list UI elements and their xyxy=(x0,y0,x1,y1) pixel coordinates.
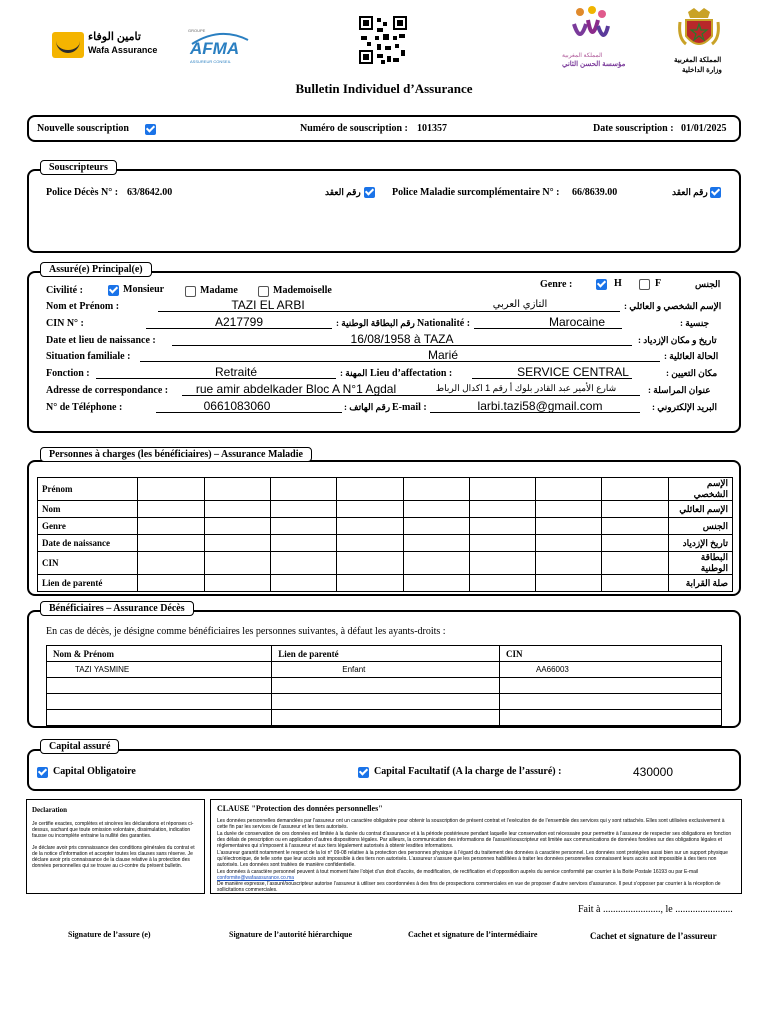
declaration-text-1: Je certifie exactes, complètes et sincères les déclarations et réponses ci-dessus, sachant que toute omission volontaire, dissimulation, indication fausse ou incomplète entraine la nullité des garanties. xyxy=(32,821,194,839)
deces-cell[interactable]: AA66003 xyxy=(499,662,721,678)
charges-table xyxy=(37,477,733,592)
numero-souscription-label: Numéro de souscription : xyxy=(300,123,408,134)
charges-cell[interactable] xyxy=(204,478,270,501)
charges-row-label-ar: الإسم العائلي xyxy=(668,501,732,518)
clause-box xyxy=(210,799,742,894)
adresse-ar-value[interactable]: شارع الأمير عبد القادر بلوك أ رقم 1 اكدال الرباط xyxy=(435,383,617,393)
police-deces-value: 63/8642.00 xyxy=(127,187,173,198)
charges-cell[interactable] xyxy=(337,478,403,501)
wafa-logo-mark xyxy=(52,32,84,58)
genre-ar-label: الجنس xyxy=(695,279,721,289)
police-maladie-label: Police Maladie surcomplémentaire N° : xyxy=(392,187,560,198)
adresse-ar-label: عنوان المراسلة : xyxy=(648,385,711,395)
charges-row-label-ar: تاريخ الإزدياد xyxy=(668,535,732,552)
ministry-ar: وزارة الداخلية xyxy=(682,67,722,74)
police-maladie-value: 66/8639.00 xyxy=(572,187,618,198)
charges-cell[interactable] xyxy=(138,535,204,552)
charges-tab: Personnes à charges (les bénéficiaires) – Assurance Maladie xyxy=(40,447,312,462)
affectation-value[interactable]: SERVICE CENTRAL xyxy=(517,365,629,379)
foundation-logo xyxy=(558,4,626,74)
charges-cell[interactable] xyxy=(469,478,535,501)
adresse-label: Adresse de correspondance : xyxy=(46,385,169,396)
capital-obligatoire-label: Capital Obligatoire xyxy=(53,766,136,777)
nationalite-ar-label: جنسية : xyxy=(680,318,710,328)
police-deces-checkbox[interactable] xyxy=(364,187,375,198)
charges-cell[interactable] xyxy=(337,518,403,535)
charges-cell[interactable] xyxy=(602,501,668,518)
naissance-value[interactable]: 16/08/1958 à TAZA xyxy=(350,332,454,346)
ministry-logo xyxy=(674,8,724,78)
charges-cell[interactable] xyxy=(204,535,270,552)
charges-row xyxy=(38,575,733,592)
deces-cell[interactable]: TAZI YASMINE xyxy=(47,662,272,678)
tel-label: N° de Téléphone : xyxy=(46,402,123,413)
charges-cell[interactable] xyxy=(536,478,602,501)
charges-cell[interactable] xyxy=(403,552,469,575)
charges-row-label: CIN xyxy=(38,552,138,575)
page-title: Bulletin Individuel d’Assurance xyxy=(295,81,473,96)
monsieur-label: Monsieur xyxy=(123,284,165,295)
cin-label: CIN N° : xyxy=(46,318,84,329)
deces-row xyxy=(47,710,722,726)
charges-cell[interactable] xyxy=(536,501,602,518)
charges-cell[interactable] xyxy=(602,552,668,575)
charges-cell[interactable] xyxy=(138,575,204,592)
clause-email[interactable]: conformite@wafaassurance.co.ma xyxy=(217,875,295,881)
charges-cell[interactable] xyxy=(602,518,668,535)
deces-cell[interactable] xyxy=(47,694,272,710)
charges-row-label-ar: صلة القرابة xyxy=(668,575,732,592)
deces-cell[interactable] xyxy=(272,694,500,710)
tel-value[interactable]: 0661083060 xyxy=(203,399,271,413)
mademoiselle-checkbox[interactable] xyxy=(258,286,269,297)
numero-souscription-value: 101357 xyxy=(417,123,447,134)
fonction-ar-label: المهنة : xyxy=(340,368,368,378)
charges-cell[interactable] xyxy=(536,575,602,592)
clause-p2: La durée de conservation de ces données est limitée à la durée du contrat d’assurance et à la période postérieure pendant laquelle leur conservation est nécessaire pour permettre à l’assureur de respecter ses obligations en fonction des délais de prescription ou en application d’autres dispositions légales. Par ailleurs, la communication des informations de l’assuré/souscripteur est limitée aux communications de données fondées sur des obligations légales et réglementaires qui s’imposent à l’assureur et aux tiers légalement autorisés à obtenir lesdites informations. xyxy=(217,831,732,849)
nom-ar-value[interactable]: التازي العربي xyxy=(492,299,548,310)
charges-row-label: Genre xyxy=(38,518,138,535)
email-ar-label: البريد الإلكتروني : xyxy=(652,402,718,412)
deces-cell[interactable] xyxy=(272,710,500,726)
charges-row-label-ar: البطاقة الوطنية xyxy=(668,552,732,575)
declaration-text-2: Je déclare avoir pris connaissance des conditions générales du contrat et de la notice d’information et accepter toutes les clauses sans réserve. Je déclare avoir pris connaissance de la clause relative à la protection des données personnelles qui se trouve au ci-contre du présent bulletin. xyxy=(32,845,195,869)
charges-cell[interactable] xyxy=(138,552,204,575)
genre-label: Genre : xyxy=(540,279,573,290)
genre-h-checkbox[interactable] xyxy=(596,279,607,290)
genre-h-label: H xyxy=(614,278,622,289)
nom-value[interactable]: TAZI EL ARBI xyxy=(231,298,305,312)
charges-cell[interactable] xyxy=(270,518,336,535)
fonction-value[interactable]: Retraité xyxy=(214,365,258,379)
signature-intermediaire: Cachet et signature de l’intermédiaire xyxy=(408,930,538,939)
civilite-label: Civilité : xyxy=(46,285,83,296)
charges-cell[interactable] xyxy=(138,518,204,535)
situation-ar-label: الحالة العائلية : xyxy=(664,351,719,361)
kingdom-ar: المملكة المغربية xyxy=(674,57,722,64)
charges-cell[interactable] xyxy=(204,552,270,575)
capital-obligatoire-checkbox[interactable] xyxy=(37,767,48,778)
deces-header-cell: Nom & Prénom xyxy=(47,646,272,662)
deces-header-cell: CIN xyxy=(499,646,721,662)
charges-cell[interactable] xyxy=(270,478,336,501)
nom-ar-label: الإسم الشخصي و العائلي : xyxy=(624,301,722,311)
capital-tab: Capital assuré xyxy=(40,739,119,754)
charges-row xyxy=(38,552,733,575)
cin-value[interactable]: A217799 xyxy=(214,315,264,329)
charges-cell[interactable] xyxy=(138,501,204,518)
wafa-name: Wafa Assurance xyxy=(88,45,158,55)
charges-row-label: Date de naissance xyxy=(38,535,138,552)
deces-cell[interactable] xyxy=(499,678,721,694)
nouvelle-souscription-checkbox[interactable] xyxy=(145,124,156,135)
charges-cell[interactable] xyxy=(469,575,535,592)
charges-cell[interactable] xyxy=(337,535,403,552)
situation-value[interactable]: Marié xyxy=(427,348,458,362)
deces-cell[interactable] xyxy=(47,678,272,694)
charges-cell[interactable] xyxy=(469,501,535,518)
deces-row xyxy=(47,678,722,694)
charges-cell[interactable] xyxy=(403,478,469,501)
police-maladie-checkbox[interactable] xyxy=(710,187,721,198)
date-souscription-value: 01/01/2025 xyxy=(681,123,727,134)
genre-f-label: F xyxy=(655,278,662,289)
contract-ar-label: رقم العقد xyxy=(325,187,361,197)
contract-ar-label-2: رقم العقد xyxy=(672,187,708,197)
charges-cell[interactable] xyxy=(270,575,336,592)
deces-cell[interactable] xyxy=(499,710,721,726)
email-label: E-mail : xyxy=(392,402,427,413)
charges-cell[interactable] xyxy=(536,535,602,552)
qr-code-icon xyxy=(359,16,407,64)
charges-cell[interactable] xyxy=(270,535,336,552)
charges-cell[interactable] xyxy=(270,552,336,575)
nouvelle-souscription-label: Nouvelle souscription xyxy=(37,123,129,134)
deces-tab: Bénéficiaires – Assurance Décès xyxy=(40,601,194,616)
charges-cell[interactable] xyxy=(204,575,270,592)
charges-cell[interactable] xyxy=(337,501,403,518)
charges-row xyxy=(38,535,733,552)
deces-header-cell: Lien de parenté xyxy=(272,646,500,662)
deces-row xyxy=(47,662,722,678)
foundation-figures-icon xyxy=(568,4,612,48)
adresse-value[interactable]: rue amir abdelkader Bloc A N°1 Agdal xyxy=(195,382,397,396)
charges-row xyxy=(38,478,733,501)
charges-cell[interactable] xyxy=(337,552,403,575)
fonction-label: Fonction : xyxy=(46,368,90,379)
charges-cell[interactable] xyxy=(602,575,668,592)
afma-group: GROUPE xyxy=(188,28,206,33)
charges-cell[interactable] xyxy=(270,501,336,518)
deces-cell[interactable] xyxy=(272,678,500,694)
declaration-box xyxy=(26,799,205,894)
wafa-logo xyxy=(52,30,164,60)
foundation-ar2: مؤسسة الحسن الثاني xyxy=(562,61,626,68)
capital-facultatif-checkbox[interactable] xyxy=(358,767,369,778)
affectation-label: Lieu d’affectation : xyxy=(370,368,453,379)
afma-name: AFMA xyxy=(190,39,240,58)
coat-of-arms-icon xyxy=(678,8,720,54)
affectation-ar-label: مكان التعيين : xyxy=(666,368,718,378)
signature-autorite: Signature de l’autorité hiérarchique xyxy=(229,930,353,939)
nom-label: Nom et Prénom : xyxy=(46,301,120,312)
charges-row-label: Lien de parenté xyxy=(38,575,138,592)
charges-cell[interactable] xyxy=(469,518,535,535)
tel-ar-label: رقم الهاتف : xyxy=(344,402,391,412)
madame-checkbox[interactable] xyxy=(185,286,196,297)
date-souscription-label: Date souscription : xyxy=(593,123,674,134)
afma-sub: ASSUREUR CONSEIL xyxy=(190,59,231,64)
situation-label: Situation familiale : xyxy=(46,351,131,362)
madame-label: Madame xyxy=(200,285,238,296)
charges-cell[interactable] xyxy=(204,501,270,518)
deces-table xyxy=(46,645,722,726)
foundation-ar: المملكة المغربية xyxy=(562,53,603,59)
nationalite-label: Nationalité : xyxy=(417,318,471,329)
charges-cell[interactable] xyxy=(403,501,469,518)
charges-cell[interactable] xyxy=(403,575,469,592)
souscripteurs-tab: Souscripteurs xyxy=(40,160,117,175)
naissance-ar-label: تاريخ و مكان الإزدياد : xyxy=(638,335,717,345)
charges-cell[interactable] xyxy=(536,552,602,575)
charges-row-label: Nom xyxy=(38,501,138,518)
charges-cell[interactable] xyxy=(403,518,469,535)
clause-title: CLAUSE "Protection des données personnelles" xyxy=(217,804,383,813)
charges-cell[interactable] xyxy=(403,535,469,552)
charges-cell[interactable] xyxy=(536,518,602,535)
charges-row-label-ar: الإسم الشخصي xyxy=(668,478,732,501)
wafa-arabic: تامين الوفاء xyxy=(88,31,141,43)
deces-cell[interactable] xyxy=(499,694,721,710)
charges-cell[interactable] xyxy=(602,478,668,501)
clause-p3: L’assureur garantit notamment le respect de la loi n° 09-08 relative à la protection des personnes physique à l’égard du traitement des données à caractère personnel. Les données sont protégées aussi bien sur un support physique qu’électronique, de telle sorte que leur accès soit impossible à des tiers non autorisés. L’assureur s’assure que les personnes habilitées à traiter les données personnelles connaissent leurs accès soit impossible à des tiers non autorisés. Les données sont traitées de manière confidentielle. xyxy=(217,850,728,868)
afma-logo xyxy=(188,28,258,68)
mademoiselle-label: Mademoiselle xyxy=(273,285,332,296)
cin-ar-label: رقم البطاقة الوطنية : xyxy=(336,318,415,328)
monsieur-checkbox[interactable] xyxy=(108,285,119,296)
deces-cell[interactable] xyxy=(47,710,272,726)
clause-p1: Les données personnelles demandées par l’assureur ont un caractère obligatoire pour obtenir la souscription de présent contrat et l’exécution de de l’ensemble des services qui y sont rattachés. Elles sont utilisées exclusivement à cette fin par les services de l’assureur et les tiers autorisés. xyxy=(217,818,725,830)
charges-cell[interactable] xyxy=(337,575,403,592)
declaration-title: Declaration xyxy=(32,806,67,814)
fait-a: Fait à ......................., le ....................... xyxy=(578,904,733,915)
email-value[interactable]: larbi.tazi58@gmail.com xyxy=(477,399,603,413)
signature-assureur: Cachet et signature de l’assureur xyxy=(590,931,717,941)
charges-cell[interactable] xyxy=(469,535,535,552)
charges-cell[interactable] xyxy=(602,535,668,552)
clause-p5: De manière expresse, l’assuré/souscripteur autorise l’assureur à utiliser ses coordonnées à des fins de prospections commerciales en vue de proposer d’autre services d’assurance. Il peut s’opposer par courrier à la réception de sollicitations commerciales. xyxy=(217,881,721,893)
charges-row xyxy=(38,501,733,518)
charges-cell[interactable] xyxy=(469,552,535,575)
capital-facultatif-label: Capital Facultatif (A la charge de l’assuré) : xyxy=(374,766,562,777)
nationalite-value[interactable]: Marocaine xyxy=(548,315,606,329)
assure-tab: Assuré(e) Principal(e) xyxy=(40,262,152,277)
signature-assure: Signature de l’assure (e) xyxy=(68,930,151,939)
deces-row xyxy=(47,694,722,710)
clause-p4: Les données à caractère personnel peuvent à tout moment faire l’objet d’un droit d’accès, de modification, de rectification et d’opposition auprès du service conformité par courrier à la Boite Postale 16193 ou par E-mail xyxy=(217,869,699,875)
genre-f-checkbox[interactable] xyxy=(639,279,650,290)
deces-cell[interactable]: Enfant xyxy=(272,662,500,678)
souscripteurs-box xyxy=(27,169,741,253)
subscription-box xyxy=(27,115,741,142)
charges-row-label-ar: الجنس xyxy=(668,518,732,535)
deces-intro: En cas de décès, je désigne comme bénéficiaires les personnes suivantes, à défaut les ayants-droits : xyxy=(46,626,446,637)
charges-row-label: Prénom xyxy=(38,478,138,501)
naissance-label: Date et lieu de naissance : xyxy=(46,335,156,346)
police-deces-label: Police Décès N° : xyxy=(46,187,119,198)
charges-cell[interactable] xyxy=(138,478,204,501)
charges-row xyxy=(38,518,733,535)
charges-cell[interactable] xyxy=(204,518,270,535)
capital-facultatif-value[interactable]: 430000 xyxy=(632,765,674,779)
